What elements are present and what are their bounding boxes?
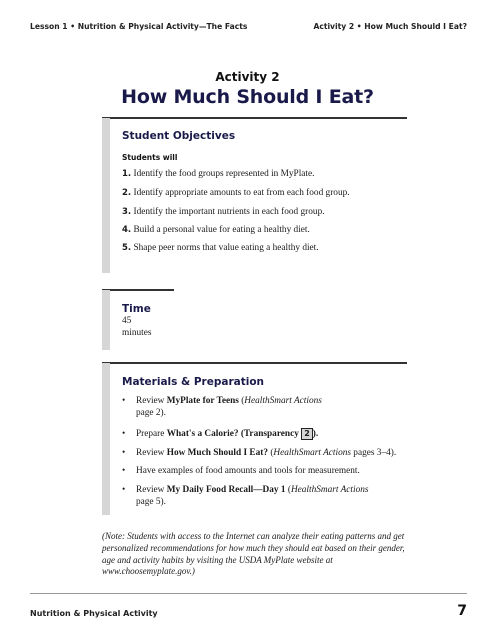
time-sidebar-bar <box>102 290 110 350</box>
bullet: • <box>122 448 126 458</box>
materials-heading: Materials & Preparation <box>122 376 265 388</box>
bullet: • <box>122 396 126 406</box>
objectives-sidebar-bar <box>102 118 110 273</box>
running-header-activity: Activity 2 • How Much Should I Eat? <box>313 22 467 31</box>
time-unit: minutes <box>122 328 152 338</box>
material-item-2: • Prepare What's a Calorie? (Transparency 2 ). <box>122 429 319 439</box>
material-item-1: • Review MyPlate for Teens (HealthSmart Actions page 2). <box>122 396 322 418</box>
materials-sidebar-bar <box>102 363 110 515</box>
objective-text: Shape peer norms that value eating a healthy diet. <box>133 243 319 253</box>
objective-item-2 <box>122 188 350 198</box>
time-top-rule <box>102 289 174 291</box>
objectives-intro: Students will <box>122 153 178 162</box>
bullet: • <box>122 429 126 439</box>
time-heading: Time <box>122 303 151 315</box>
running-header-lesson: Lesson 1 • Nutrition & Physical Activity—The Facts <box>30 22 248 31</box>
transparency-number-box: 2 <box>301 428 313 440</box>
objective-item-4 <box>122 225 310 235</box>
objective-number: 2. <box>122 188 132 198</box>
objective-text: Identify the important nutrients in each food group. <box>133 207 325 217</box>
objective-number: 5. <box>122 243 132 253</box>
materials-top-rule <box>102 362 407 364</box>
footer-rule <box>30 593 467 594</box>
objective-item-3 <box>122 207 325 217</box>
objective-number: 1. <box>122 169 132 179</box>
objective-text: Identify the food groups represented in MyPlate. <box>133 169 315 179</box>
objective-number: 3. <box>122 207 132 217</box>
bullet: • <box>122 485 126 495</box>
objectives-heading: Student Objectives <box>122 130 236 142</box>
bullet: • <box>122 466 126 476</box>
internet-note: (Note: Students with access to the Internet can analyze their eating patterns and get personalized recommendations for how much they should eat based on their gender, age and activity habits by visiting the USDA MyPlate website at www.choosemyplate.gov.) <box>102 531 405 577</box>
page-title: How Much Should I Eat? <box>121 86 374 108</box>
footer-title: Nutrition & Physical Activity <box>30 609 158 618</box>
material-item-4: • Have examples of food amounts and tools for measurement. <box>122 466 360 476</box>
material-item-5: • Review My Daily Food Recall—Day 1 (HealthSmart Actions page 5). <box>122 485 369 507</box>
objective-number: 4. <box>122 225 132 235</box>
objective-text: Identify appropriate amounts to eat from each food group. <box>133 188 350 198</box>
objective-item-1 <box>122 169 314 179</box>
objective-text: Build a personal value for eating a healthy diet. <box>133 225 310 235</box>
page-number: 7 <box>457 603 467 619</box>
material-item-3: • Review How Much Should I Eat? (HealthSmart Actions pages 3–4). <box>122 448 397 458</box>
objectives-top-rule <box>102 117 407 119</box>
objective-item-5 <box>122 243 319 253</box>
time-value: 45 <box>122 316 132 326</box>
activity-label: Activity 2 <box>215 70 280 84</box>
